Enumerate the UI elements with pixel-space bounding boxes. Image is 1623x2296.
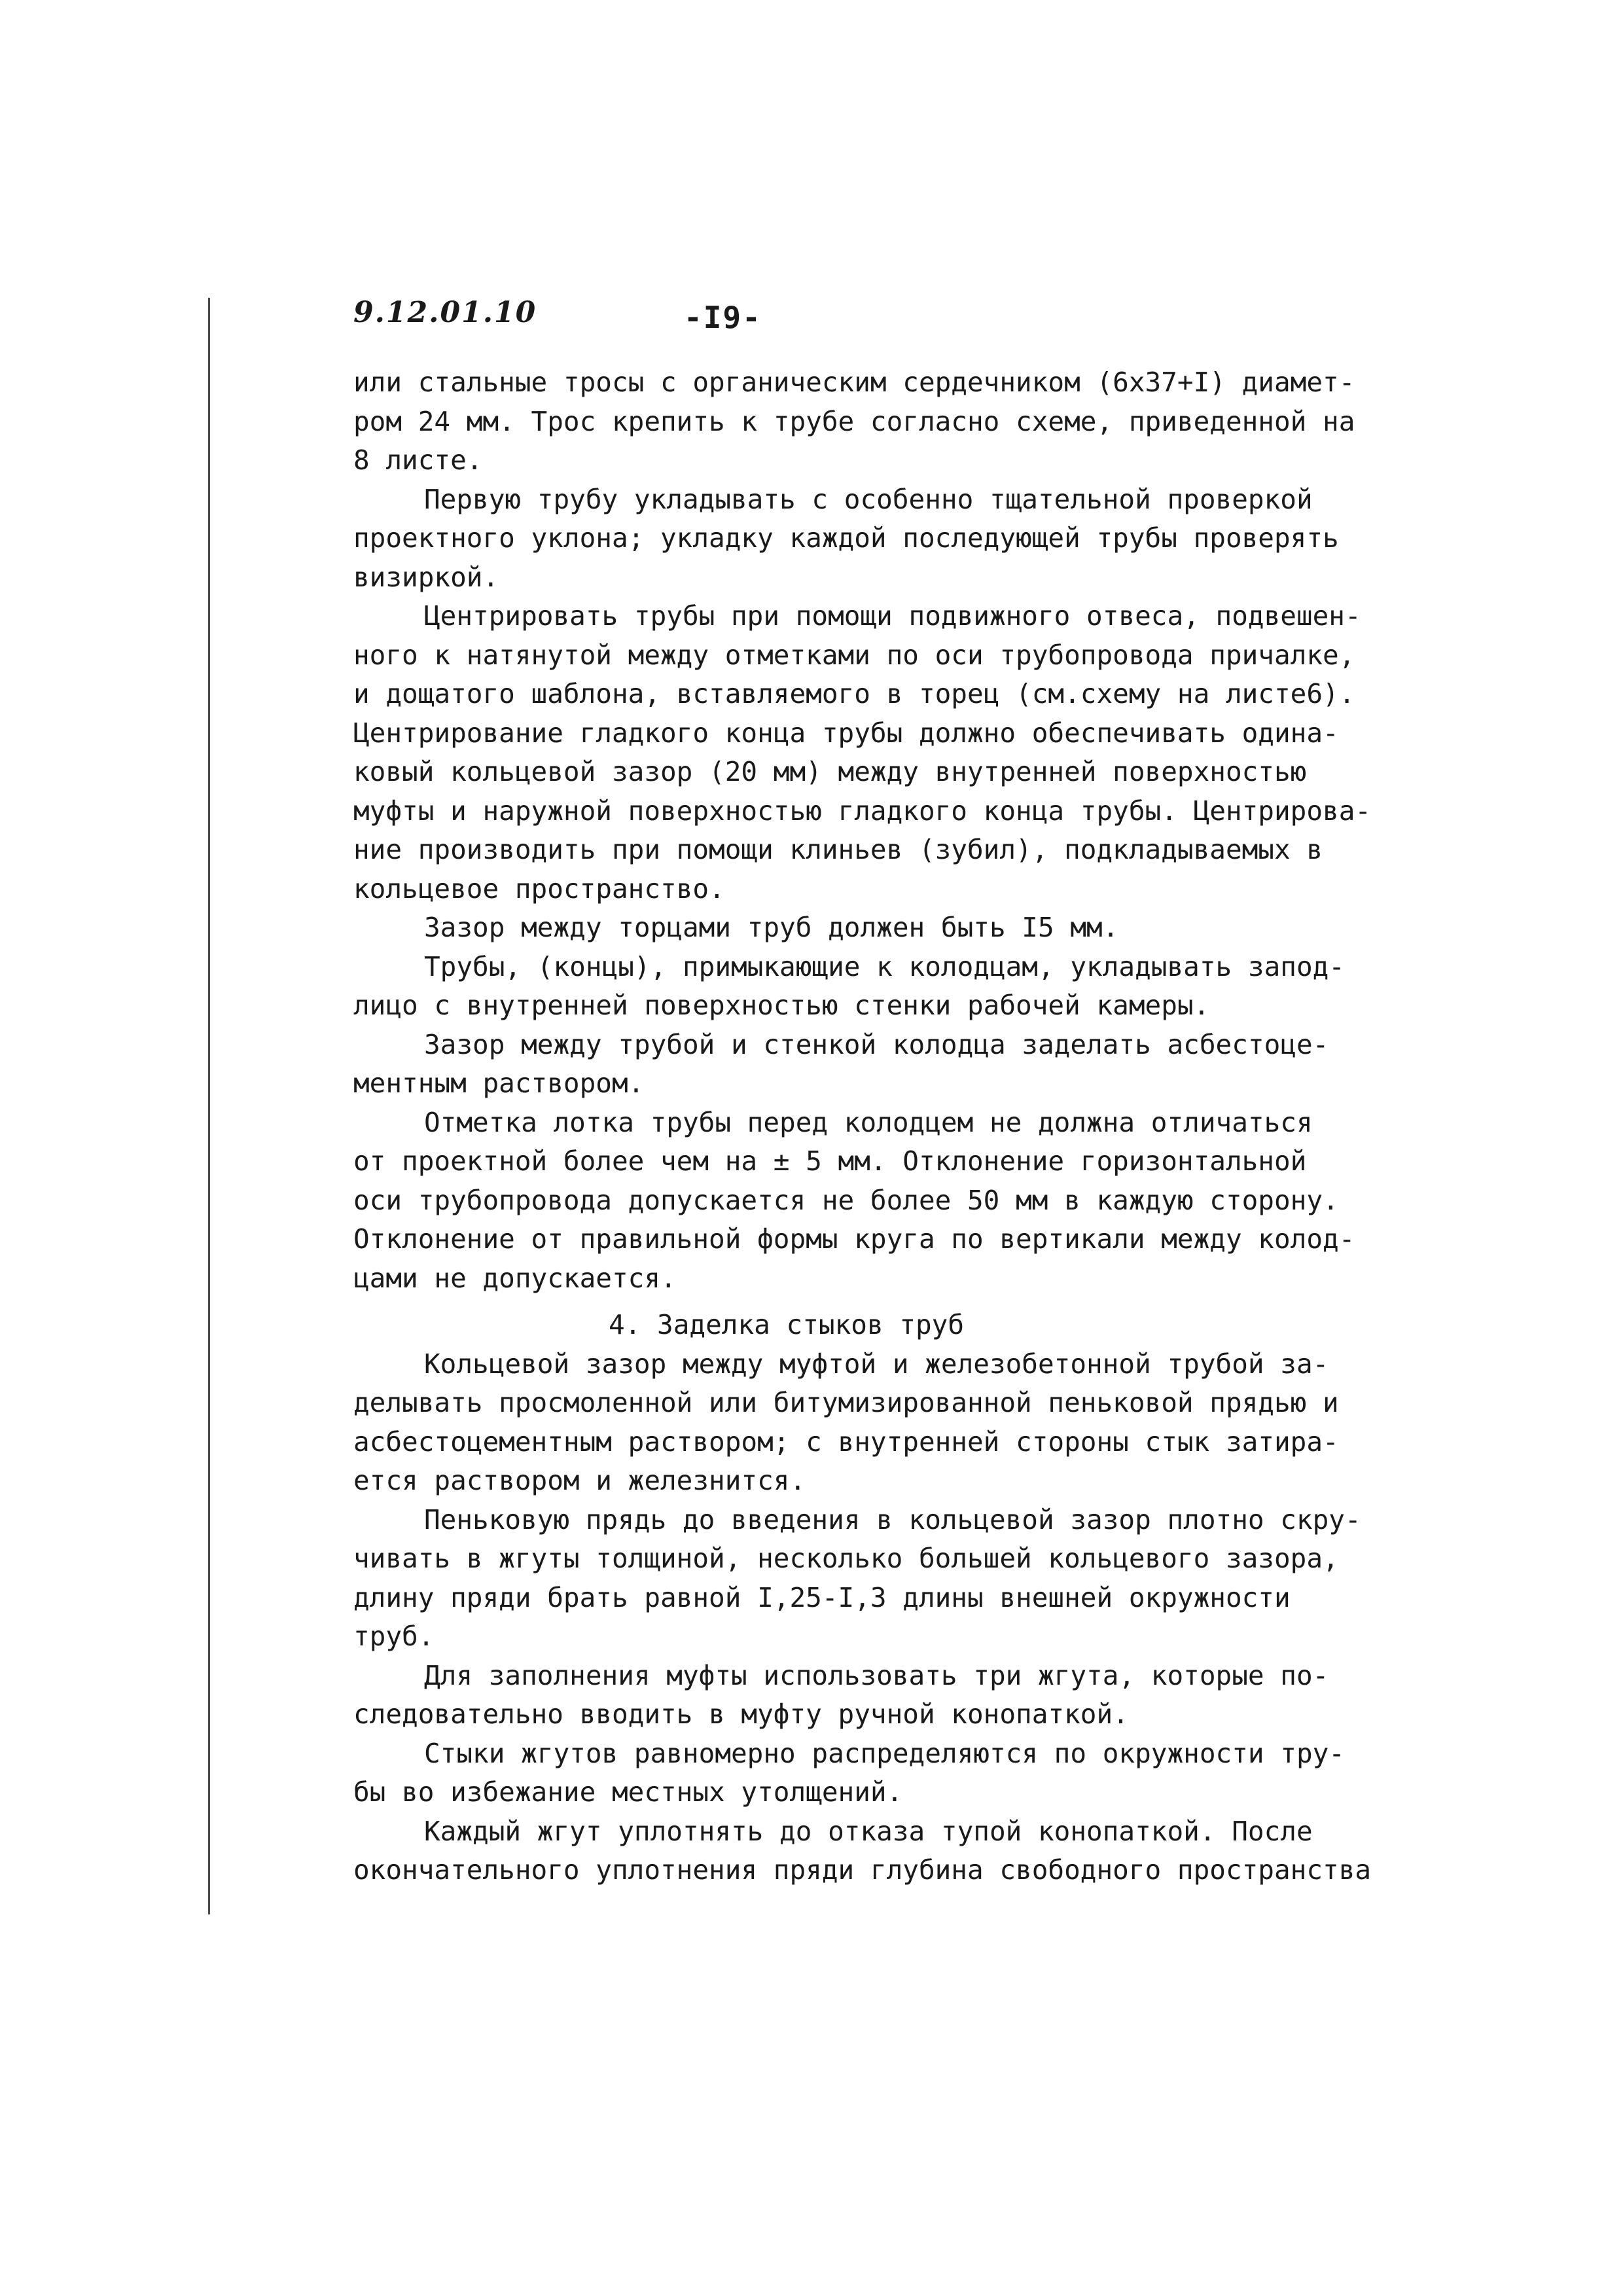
text-line: цами не допускается.: [353, 1262, 677, 1294]
paragraph-start: Зазор между торцами труб должен быть I5 мм.: [424, 912, 1119, 943]
page-number: -I9-: [684, 300, 762, 335]
paragraph-start: Трубы, (концы), примыкающие к колодцам, укладывать запод-: [424, 950, 1345, 982]
paragraph-start: Для заполнения муфты использовать три жгута, которые по-: [424, 1659, 1329, 1691]
text-line: проектного уклона; укладку каждой последующей трубы проверять: [353, 522, 1339, 554]
text-line: делывать просмоленной или битумизированной пеньковой прядью и: [353, 1387, 1339, 1418]
text-line: ние производить при помощи клиньев (зубил), подкладываемых в: [353, 834, 1323, 865]
text-line: труб.: [353, 1621, 435, 1652]
paragraph-start: Отметка лотка трубы перед колодцем не должна отличаться: [424, 1106, 1313, 1138]
text-line: бы во избежание местных утолщений.: [353, 1776, 903, 1808]
paragraph-start: Пеньковую прядь до введения в кольцевой зазор плотно скру-: [424, 1503, 1361, 1535]
text-line: длину пряди брать равной I,25-I,3 длины внешней окружности: [353, 1581, 1291, 1613]
paragraph-start: Каждый жгут уплотнять до отказа тупой конопаткой. После: [424, 1815, 1313, 1847]
text-line: визиркой.: [353, 561, 499, 593]
text-line: или стальные тросы с органическим сердечником (6х37+I) диамет-: [353, 367, 1355, 398]
text-line: оси трубопровода допускается не более 50 мм в каждую сторону.: [353, 1184, 1339, 1216]
text-line: ного к натянутой между отметками по оси трубопровода причалке,: [353, 639, 1355, 671]
text-line: Отклонение от правильной формы круга по вертикали между колод-: [353, 1223, 1355, 1255]
paragraph-start: Стыки жгутов равномерно распределяются по окружности тру-: [424, 1737, 1345, 1769]
text-line: окончательного уплотнения пряди глубина свободного пространства: [353, 1854, 1372, 1886]
text-line: Центрирование гладкого конца трубы должно обеспечивать одина-: [353, 717, 1339, 749]
body-text: [353, 363, 1374, 1890]
text-line: ется раствором и железнится.: [353, 1465, 806, 1496]
text-line: 8 листе.: [353, 444, 483, 476]
text-line: кольцевое пространство.: [353, 872, 725, 905]
margin-line: [208, 298, 210, 1914]
paragraph-start: Кольцевой зазор между муфтой и железобетонной трубой за-: [424, 1348, 1329, 1380]
text-line: ром 24 мм. Трос крепить к трубе согласно схеме, приведенной на: [353, 405, 1355, 437]
text-line: следовательно вводить в муфту ручной конопаткой.: [353, 1698, 1129, 1730]
text-line: чивать в жгуты толщиной, несколько большей кольцевого зазора,: [353, 1543, 1339, 1574]
text-line: ментным раствором.: [353, 1067, 645, 1099]
text-line: асбестоцементным раствором; с внутренней стороны стык затира-: [353, 1426, 1339, 1458]
text-line: лицо с внутренней поверхностью стенки рабочей камеры.: [353, 990, 1210, 1021]
text-line: муфты и наружной поверхностью гладкого конца трубы. Центрирова-: [353, 795, 1372, 827]
text-line: ковый кольцевой зазор (20 мм) между внутренней поверхностью: [353, 756, 1307, 787]
paragraph-start: Центрировать трубы при помощи подвижного отвеса, подвешен-: [424, 600, 1361, 632]
text-line: от проектной более чем на ± 5 мм. Отклонение горизонтальной: [353, 1145, 1307, 1177]
document-code: 9.12.01.10: [353, 296, 537, 329]
section-heading: 4. Заделка стыков труб: [609, 1309, 965, 1340]
paragraph-start: Первую трубу укладывать с особенно тщательной проверкой: [424, 483, 1313, 515]
text-line: и дощатого шаблона, вставляемого в торец (см.схему на листе6).: [353, 678, 1355, 709]
paragraph-start: Зазор между трубой и стенкой колодца заделать асбестоце-: [424, 1028, 1329, 1060]
